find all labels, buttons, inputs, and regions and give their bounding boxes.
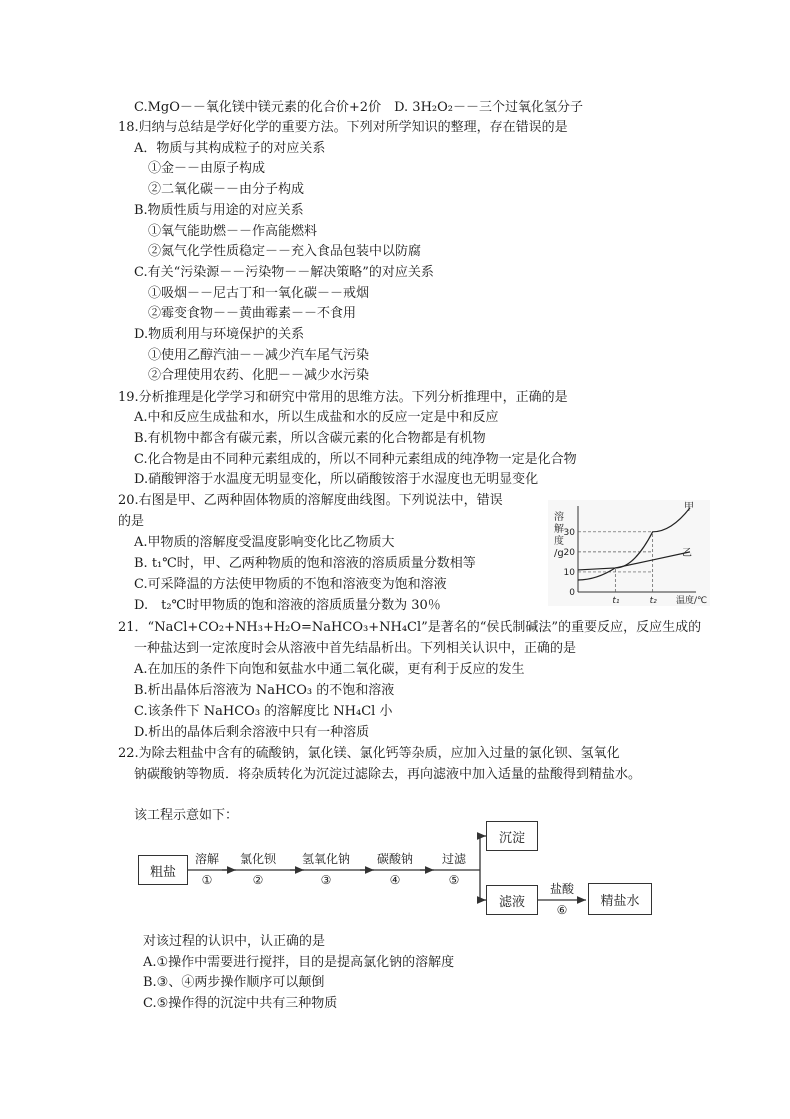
y-axis-label-part: 溶 (554, 512, 564, 523)
q18-b-item1: ①氧气能助燃－－作高能燃料 (148, 224, 318, 239)
series-label: 甲 (684, 502, 694, 513)
step-1-label: 溶解 (194, 852, 219, 866)
step-5-number: ⑤ (448, 873, 460, 887)
q22-option-a: A.①操作中需要进行搅拌，目的是提高氯化钠的溶解度 (143, 955, 455, 970)
q18-c-item2: ②霉变食物－－黄曲霉素－－不食用 (148, 306, 357, 321)
filtrate-box: 滤液 (486, 885, 538, 915)
q19-option-b: B.有机物中都含有碳元素，所以含碳元素的化合物都是有机物 (134, 431, 486, 446)
q22-option-c: C.⑤操作得的沉淀中共有三种物质 (143, 996, 338, 1011)
q21-option-d: D.析出的晶体后剩余溶液中只有一种溶质 (134, 725, 370, 740)
step-3-number: ③ (320, 873, 332, 887)
x-tick-label: t₁ (612, 596, 620, 606)
q18-b-item2: ②氮气化学性质稳定－－充入食品包装中以防腐 (148, 244, 422, 259)
y-axis-label-part: /g (554, 548, 564, 559)
q21-option-a: A.在加压的条件下向饱和氨盐水中通二氧化碳，更有利于反应的发生 (134, 662, 525, 677)
q22-diagram-intro: 该工程示意如下： (134, 808, 239, 823)
y-tick-label: 10 (563, 567, 575, 578)
q20-option-a: A.甲物质的溶解度受温度影响变化比乙物质大 (134, 535, 395, 550)
y-axis-label-part: 度 (554, 536, 564, 547)
q20-stem: 20.右图是甲、乙两种固体物质的溶解度曲线图。下列说法中，错误 (118, 493, 503, 508)
q22-prompt: 对该过程的认识中，认正确的是 (143, 934, 326, 949)
step-3-label: 氢氧化钠 (301, 852, 350, 866)
y-axis-label-part: 解 (554, 524, 564, 535)
step-4-number: ④ (389, 873, 401, 887)
q18-option-b: B.物质性质与用途的对应关系 (134, 203, 304, 218)
q18-a-item1: ①金－－由原子构成 (148, 161, 266, 176)
q18-d-item1: ①使用乙醇汽油－－减少汽车尾气污染 (148, 348, 370, 363)
q22-stem: 22.为除去粗盐中含有的硫酸钠，氯化镁、氯化钙等杂质，应加入过量的氯化钡、氢氧化 (118, 746, 620, 761)
q18-a-item2: ②二氧化碳－－由分子构成 (148, 182, 305, 197)
q19-option-c: C.化合物是由不同种元素组成的，所以不同种元素组成的纯净物一定是化合物 (134, 452, 577, 467)
q18-option-c: C.有关“污染源－－污染物－－解决策略”的对应关系 (134, 265, 434, 280)
x-axis-label: 温度/℃ (676, 596, 708, 606)
crude-salt-box: 粗盐 (138, 855, 188, 885)
step-1-number: ① (201, 873, 213, 887)
series-label: 乙 (682, 547, 692, 559)
precipitate-box: 沉淀 (486, 821, 538, 851)
q21-stem: 21．“NaCl+CO₂+NH₃+H₂O=NaHCO₃+NH₄Cl”是著名的“侯氏制碱法”的重要反应，反应生成的 (118, 620, 702, 635)
q22-stem-cont: 钠碳酸钠等物质．将杂质转化为沉淀过滤除去，再向滤液中加入适量的盐酸得到精盐水。 (134, 767, 642, 782)
q21-stem-cont: 一种盐达到一定浓度时会从溶液中首先结晶析出。下列相关认识中，正确的是 (134, 641, 577, 656)
step-6-number: ⑥ (556, 903, 568, 917)
product-box: 精盐水 (588, 883, 652, 915)
q21-option-b: B.析出晶体后溶液为 NaHCO₃ 的不饱和溶液 (134, 683, 395, 698)
q18-option-a: A．物质与其构成粒子的对应关系 (134, 141, 326, 156)
step-2-label: 氯化钡 (239, 852, 276, 866)
q18-c-item1: ①吸烟－－尼古丁和一氧化碳－－戒烟 (148, 286, 370, 301)
q19-option-a: A.中和反应生成盐和水，所以生成盐和水的反应一定是中和反应 (134, 410, 499, 425)
step-2-number: ② (252, 873, 264, 887)
q21-option-c: C.该条件下 NaHCO₃ 的溶解度比 NH₄Cl 小 (134, 704, 393, 719)
q20-option-c: C.可采降温的方法使甲物质的不饱和溶液变为饱和溶液 (134, 577, 447, 592)
q18-option-d: D.物质利用与环境保护的关系 (134, 327, 305, 342)
q20-option-b: B. t₁℃时，甲、乙两种物质的饱和溶液的溶质质量分数相等 (134, 556, 476, 571)
y-tick-label: 30 (563, 527, 575, 538)
q18-d-item2: ②合理使用农药、化肥－－减少水污染 (148, 368, 370, 383)
q17-options-cd: C.MgO－－氧化镁中镁元素的化合价+2价 D. 3H₂O₂－－三个过氧化氢分子 (134, 100, 583, 115)
y-tick-label: 20 (563, 547, 575, 558)
x-tick-label: t₂ (649, 596, 657, 606)
q20-stem-cont: 的是 (118, 514, 145, 529)
solubility-chart (548, 500, 710, 606)
q19-option-d: D.硝酸钾溶于水温度无明显变化，所以硝酸铵溶于水湿度也无明显变化 (134, 472, 539, 487)
q22-option-b: B.③、④两步操作顺序可以颠倒 (143, 975, 325, 990)
step-6-label: 盐酸 (549, 882, 574, 896)
step-4-label: 碳酸钠 (376, 852, 413, 866)
q20-option-d: D. t₂℃时甲物质的饱和溶液的溶质质量分数为 30％ (134, 598, 441, 613)
q18-stem: 18.归纳与总结是学好化学的重要方法。下列对所学知识的整理，存在错误的是 (118, 120, 568, 135)
q19-stem: 19.分析推理是化学学习和研究中常用的思维方法。下列分析推理中，正确的是 (118, 390, 568, 405)
step-5-label: 过滤 (441, 852, 466, 866)
y-tick-label: 0 (569, 588, 575, 598)
